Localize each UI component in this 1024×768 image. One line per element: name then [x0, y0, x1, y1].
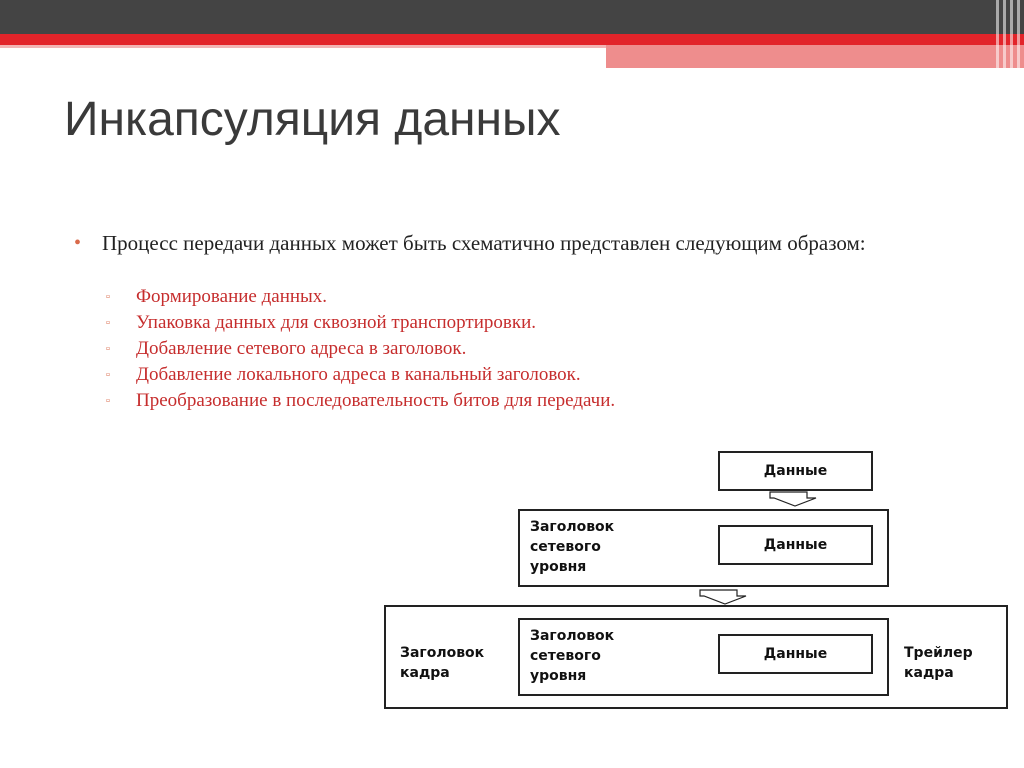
main-bullet — [74, 231, 914, 255]
top-red-bar — [0, 34, 1024, 45]
level3-data-box — [718, 634, 873, 674]
top-dark-bar — [0, 0, 1024, 34]
top-pink-block — [606, 45, 1024, 68]
step-text: Формирование данных. — [136, 286, 328, 307]
top-decor-lines — [994, 0, 1024, 68]
down-arrow-icon — [770, 492, 816, 506]
frame-trailer-label: Трейлер кадра — [904, 645, 973, 681]
level2-data-box — [718, 525, 873, 565]
square-bullet-icon: ▫ — [106, 369, 110, 381]
list-item — [106, 337, 615, 363]
list-item — [106, 363, 615, 389]
square-bullet-icon: ▫ — [106, 317, 110, 329]
level1-data-box — [718, 451, 873, 491]
square-bullet-icon: ▫ — [106, 395, 110, 407]
step-text: Добавление сетевого адреса в заголовок. — [136, 338, 467, 359]
list-item — [106, 389, 615, 415]
square-bullet-icon: ▫ — [106, 291, 110, 303]
frame-header-label: Заголовок кадра — [400, 645, 485, 681]
square-bullet-icon: ▫ — [106, 343, 110, 355]
steps-list — [106, 285, 615, 415]
network-header-label: Заголовок сетевого уровня — [530, 628, 615, 684]
data-label: Данные — [763, 646, 828, 662]
slide-title: Инкапсуляция данных — [64, 93, 561, 146]
list-item — [106, 285, 615, 311]
bullet-dot-icon: • — [74, 232, 82, 254]
data-label: Данные — [763, 463, 828, 479]
network-header-label: Заголовок сетевого уровня — [530, 519, 615, 575]
list-item — [106, 311, 615, 337]
step-text: Преобразование в последовательность битов для передачи. — [136, 390, 616, 411]
data-label: Данные — [763, 537, 828, 553]
step-text: Упаковка данных для сквозной транспортировки. — [136, 312, 537, 333]
step-text: Добавление локального адреса в канальный заголовок. — [136, 364, 581, 385]
main-bullet-text: Процесс передачи данных может быть схематично представлен следующим образом: — [102, 231, 866, 255]
down-arrow-icon — [700, 590, 746, 604]
